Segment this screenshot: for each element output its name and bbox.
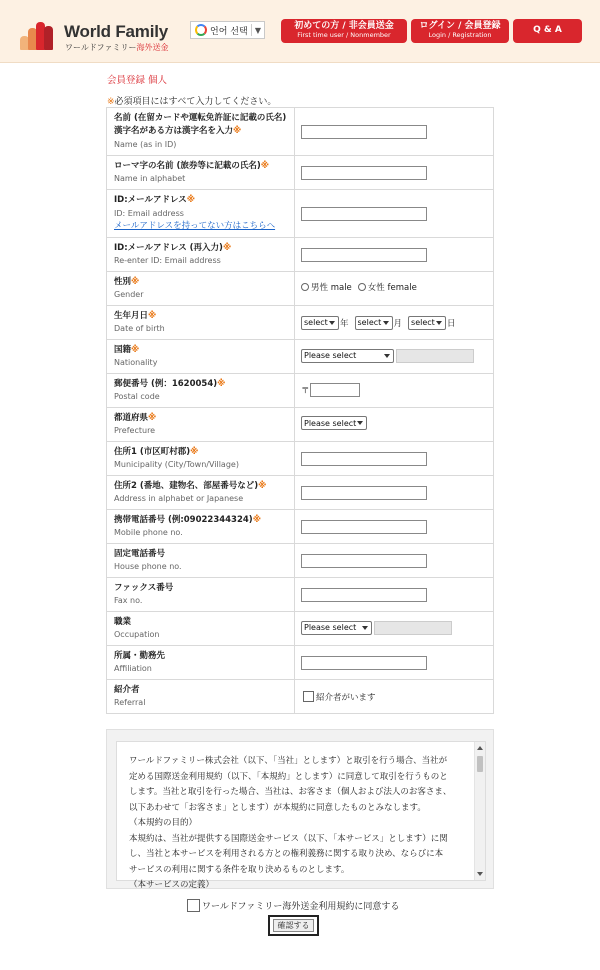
dob-month-select[interactable]: select [355,316,393,330]
gender-male-radio[interactable] [301,283,309,291]
logo-title: World Family [64,22,169,41]
no-email-link[interactable]: メールアドレスを持ってない方はこちらへ [114,221,276,231]
scroll-down-icon[interactable] [477,872,483,876]
form-row-name: 名前 (在留カードや運転免許証に記載の氏名) 漢字名がある方は漢字名を入力※ Name (as in ID) [107,108,494,156]
form-row-occupation: 職業 Occupation Please select [107,612,494,646]
name-input[interactable] [301,125,427,139]
nationality-other-input [396,349,474,363]
language-select[interactable] [190,21,265,39]
form-row-email-confirm: ID:メールアドレス (再入力)※ Re-enter ID: Email address [107,238,494,272]
registration-form [106,107,494,714]
logo[interactable] [14,20,174,54]
page-title: 会員登録 個人 [107,75,168,86]
qa-button[interactable]: Q & A [513,19,582,43]
occupation-select[interactable]: Please select [301,621,372,635]
form-row-address2: 住所2 (番地、建物名、部屋番号など)※ Address in alphabet or Japanese [107,476,494,510]
dob-year-select[interactable]: select [301,316,339,330]
gender-female-radio[interactable] [358,283,366,291]
gender-female-label: 女性 female [367,283,417,293]
gender-male-label: 男性 male [311,283,352,293]
terms-scrollbar[interactable] [474,742,485,880]
form-row-address1: 住所1 (市区町村郡)※ Municipality (City/Town/Village) [107,442,494,476]
form-row-mobile: 携帯電話番号 (例:09022344324)※ Mobile phone no. [107,510,494,544]
roman-name-input[interactable] [301,166,427,180]
login-registration-button[interactable]: ログイン / 会員登録 Login / Registration [411,19,509,43]
address1-input[interactable] [301,452,427,466]
required-note: ※必須項目にはすべて入力してください。 [107,97,277,107]
postal-code-input[interactable] [310,383,360,397]
mobile-phone-input[interactable] [301,520,427,534]
logo-mark-icon [18,20,66,50]
form-row-house-phone: 固定電話番号 House phone no. [107,544,494,578]
form-row-nationality: 国籍※ Nationality Please select [107,340,494,374]
prefecture-select[interactable]: Please select [301,416,367,430]
referral-checkbox[interactable] [303,691,314,702]
confirm-button-label: 確認する [273,919,314,932]
form-row-email: ID:メールアドレス※ ID: Email address メールアドレスを持ってない方はこちらへ [107,190,494,238]
terms-textbox[interactable] [116,741,486,890]
form-row-affiliation: 所属・勤務先 Affiliation [107,646,494,680]
site-header [0,0,600,63]
agree-terms [187,899,399,912]
form-row-dob: 生年月日※ Date of birth select 年 select 月 select 日 [107,306,494,340]
terms-section [106,729,494,889]
google-icon [195,24,207,36]
first-time-user-button[interactable]: 初めての方 / 非会員送金 First time user / Nonmember [281,19,407,43]
occupation-other-input [374,621,452,635]
dob-day-select[interactable]: select [408,316,446,330]
affiliation-input[interactable] [301,656,427,670]
language-select-label: 언어 선택 [210,26,248,37]
form-row-roman-name: ローマ字の名前 (旅券等に記載の氏名)※ Name in alphabet [107,156,494,190]
form-row-gender: 性別※ Gender 男性 male 女性 female [107,272,494,306]
form-row-prefecture: 都道府県※ Prefecture Please select [107,408,494,442]
email-confirm-input[interactable] [301,248,427,262]
agree-terms-checkbox[interactable] [187,899,200,912]
chevron-down-icon: ▼ [254,25,262,35]
address2-input[interactable] [301,486,427,500]
nationality-select[interactable]: Please select [301,349,394,363]
form-row-referral: 紹介者 Referral 紹介者がいます [107,680,494,714]
form-row-postal: 郵便番号 (例：1620054)※ Postal code 〒 [107,374,494,408]
scroll-thumb[interactable] [477,756,483,772]
fax-input[interactable] [301,588,427,602]
terms-text: ワールドファミリー株式会社（以下、「当社」とします）と取引を行う場合、当社が 定める国際送金利用規約（以下、「本規約」とします）に同意して取引を行うものと します。当社と取引を行った場合、当社は、お客さま（個人および法人のお客さま、 以下あわせて「お客さま」とします）が本規約に同意したものとみなします。 （本規約の目的） 本規約は、当社が提供する国際送金サービス（以下、「本サービス」とします）に関 し、当社と本サービスを利用される方との権利義務に関する取り決め、ならびに本 サービスの利用に関する条件を取り決めるものとします。 （本サービスの定義） [129,756,452,890]
referral-checkbox-label: 紹介者がいます [316,692,376,703]
logo-subtitle: ワールドファミリー海外送金 [65,43,169,52]
form-row-fax: ファックス番号 Fax no. [107,578,494,612]
house-phone-input[interactable] [301,554,427,568]
confirm-button[interactable] [268,915,319,936]
scroll-up-icon[interactable] [477,746,483,750]
agree-terms-label: ワールドファミリー海外送金利用規約に同意する [202,902,400,912]
email-input[interactable] [301,207,427,221]
